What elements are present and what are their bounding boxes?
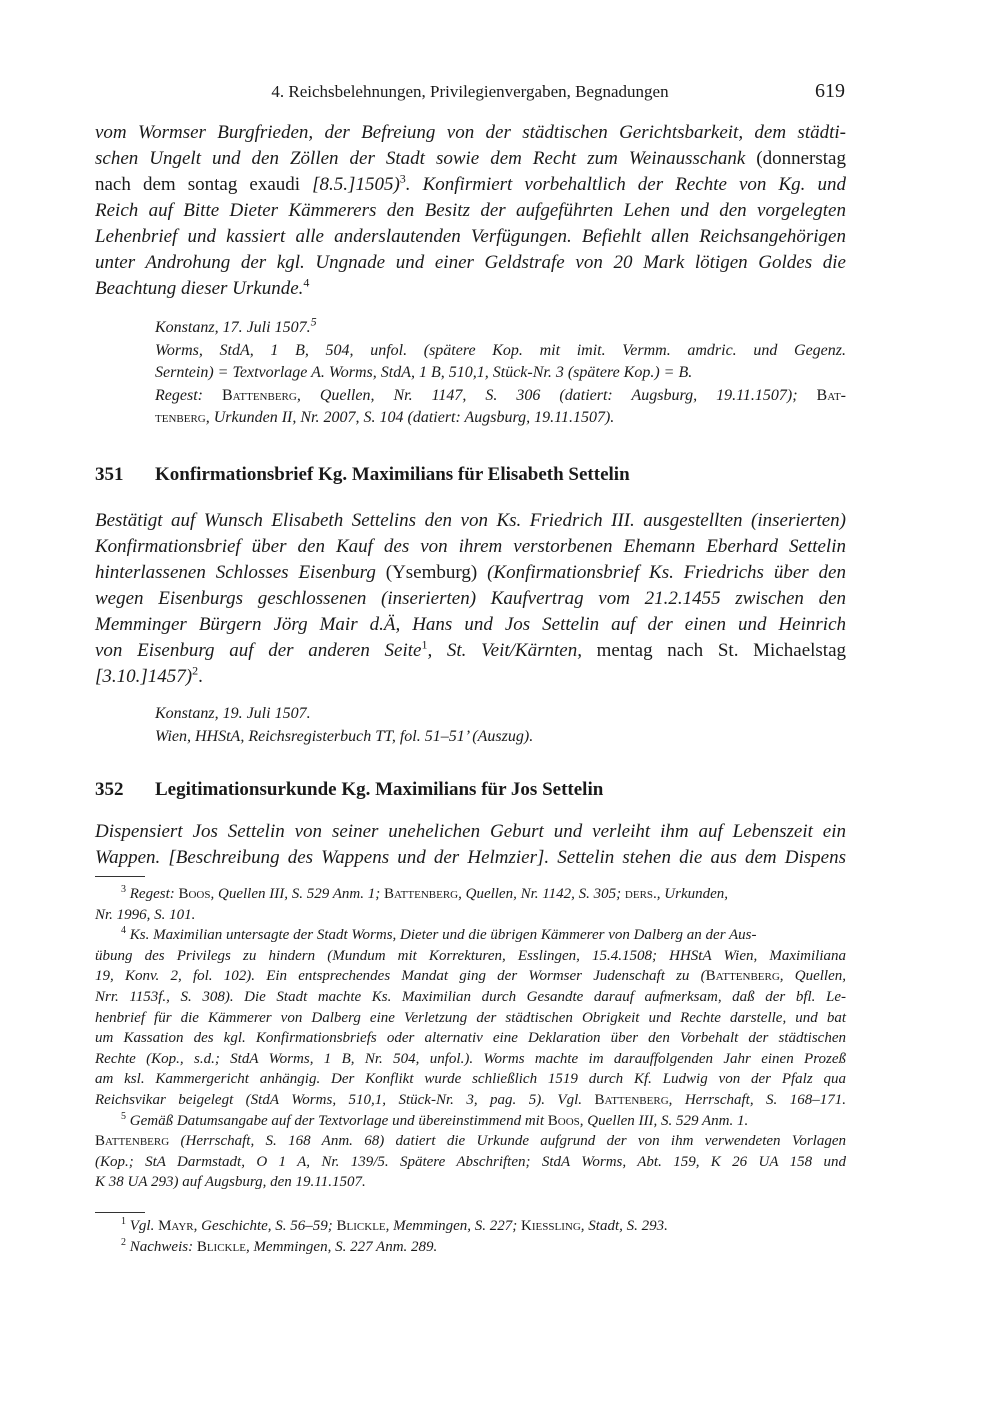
- running-header: [95, 80, 845, 108]
- author-name: Battenberg: [705, 968, 780, 985]
- footnote-3: $^3$ Regest: Boos, Quellen III, S. 529 Anm. 1; Battenberg, Quellen, Nr. 1142, S. 305; ders., Urkunden,: [121, 884, 729, 902]
- source-line: Worms, StdA, 1 B, 504, unfol. (spätere Kop. mit imit. Vermm. amdric. und Gegenz.: [155, 341, 846, 359]
- summary-line: unter Androhung der kgl. Ungnade und einer Geldstrafe von 20 Mark lötigen Goldes die: [95, 252, 846, 273]
- place-date: Konstanz, 19. Juli 1507.: [155, 705, 311, 722]
- author-name: Battenberg: [383, 886, 459, 902]
- author-name: Battenberg: [594, 1091, 669, 1108]
- author-name: Mayr: [158, 1218, 194, 1234]
- author-name: tenberg: [155, 409, 206, 426]
- author-name: Boos: [178, 886, 211, 902]
- footnote-divider: [95, 876, 145, 877]
- summary-line: . Konfirmiert vorbehaltlich der Rechte von Kg. und: [405, 174, 846, 195]
- date-original: nach dem sontag exaudi: [95, 174, 313, 195]
- footnote-ref-5[interactable]: 5: [310, 314, 317, 329]
- author-name: Battenberg: [221, 386, 297, 404]
- entry-351-source: [155, 703, 846, 748]
- summary-line: Lehenbrief und kassiert alle anderslautenden Verfügungen. Befiehlt allen Reichsangehörigen: [95, 226, 846, 247]
- date-normalized: [8.5.]1505): [312, 174, 400, 195]
- entry-number: 351: [95, 464, 124, 485]
- footnote-2: $^2$ Nachweis: Blickle, Memmingen, S. 227 Anm. 289.: [121, 1236, 438, 1255]
- footnote-ref-1[interactable]: 1: [421, 637, 428, 652]
- footnote-4: $^4$ Ks. Maximilian untersagte der Stadt Worms, Dieter und die übrigen Kämmerer von Dalberg an der Aus-: [121, 925, 757, 944]
- entry-title: Konfirmationsbrief Kg. Maximilians für Elisabeth Settelin: [155, 464, 630, 485]
- entry-title: Legitimationsurkunde Kg. Maximilians für Jos Settelin: [155, 779, 604, 800]
- entry-351-summary: Bestätigt auf Wunsch Elisabeth Settelins den von Ks. Friedrich III. ausgestellten (inserierten) Konfirmationsbrief über den Kauf des von ihrem verstorbenen Ehemann Eberhard Settelin hinterlassenen Schlosses Eisenburg (Ysemburg) (Konfirmationsbrief Ks. Friedrichs über den wegen Eisenburgs geschlossenen (inserierten) Kaufvertrag vom 21.2.1455 zwischen den Memminger Bürgern Jörg Mair d.Ä, Hans und Jos Settelin auf der einen und Heinrich von Eisenburg auf der anderen Seite$^1$, St. Veit/Kärnten, mentag nach St. Michaelstag [3.10.]1457)$^2$.: [95, 510, 847, 687]
- footnote-5: $^5$ Gemäß Datumsangabe auf der Textvorlage und übereinstimmend mit Boos, Quellen III, S. 529 Anm. 1.: [121, 1110, 749, 1129]
- source-line: Serntein) = Textvorlage A. Worms, StdA, 1 B, 510,1, Stück-Nr. 3 (spätere Kop.) = B.: [155, 364, 693, 381]
- page-number: 619: [815, 80, 845, 102]
- entry-352-summary: Dispensiert Jos Settelin von seiner unehelichen Geburt und verleiht ihm auf Lebenszeit ein Wappen. [Beschreibung des Wappens und der Helmzier]. Settelin stehen die aus dem Dispens: [95, 821, 846, 868]
- entry-350-summary: [95, 120, 846, 302]
- source-line: Wien, HHStA, Reichsregisterbuch TT, fol. 51–51’ (Auszug).: [155, 727, 534, 745]
- footnotes-numeric: $^3$ Regest: Boos, Quellen III, S. 529 Anm. 1; Battenberg, Quellen, Nr. 1142, S. 305; ders., Urkunden, Nr. 1996, S. 101. $^4$ Ks. Maximilian untersagte der Stadt Worms, Dieter und die übrigen Kämmerer von Dalberg an der Aus- übung des Privilegs zu hindern (Mundum mit Korrekturen, Esslingen, 15.4.1508; HHStA Wien, Maximiliana 19, Konv. 2, fol. 102). Ein entsprechendes Mandat ging der Wormser Judenschaft zu (Battenberg, Quellen, Nrr. 1153f., S. 308). Die Stadt machte Ks. Maximilian durch Gesandte darauf aufmerksam, daß der bfl. Le- henbrief für die Kämmerer von Dalberg eine Verletzung der städtischen Obrigkeit und Rechte darstelle, und bat um Kassation des kgl. Konfirmationsbriefs oder alternativ eine Deklaration über den Vorbehalt der städtischen Rechte (Kop., s.d.; StdA Worms, 1 B, Nr. 504, unfol.). Worms machte im darauffolgenden Jahr einen Prozeß am ksl. Kammergericht anhängig. Der Konflikt wurde schließlich 1519 durch Kf. Ludwig von der Pfalz qua Reichsvikar beigelegt (StdA Worms, 510,1, Stück-Nr. 3, pag. 5). Vgl. Battenberg, Herrschaft, S. 168–171. $^5$ Gemäß Datumsangabe auf der Textvorlage und übereinstimmend mit Boos, Quellen III, S. 529 Anm. 1. Battenberg (Herrschaft, S. 168 Anm. 68) datiert die Urkunde aufgrund der von ihm verwendeten Vorlagen (Kop.; StA Darmstadt, O 1 A, Nr. 139/5. Spätere Abschriften; StdA Worms, Abt. 159, K 26 UA 158 und K 38 UA 293) auf Augsburg, den 19.11.1507.: [95, 884, 846, 1191]
- footnote-ref-3[interactable]: 3: [399, 171, 406, 186]
- footnote-divider: [95, 1212, 145, 1213]
- date-original: (donnerstag: [745, 148, 846, 169]
- summary-line: vom Wormser Burgfrieden, der Befreiung von der städtischen Gerichtsbarkeit, dem städti-: [95, 122, 846, 143]
- author-name: Boos: [547, 1112, 580, 1129]
- place-date: Konstanz, 17. Juli 1507.: [155, 319, 311, 336]
- entry-350-source: Konstanz, 17. Juli 1507.$^5$ Worms, StdA, 1 B, 504, unfol. (spätere Kop. mit imit. Vermm. amdric. und Gegenz. Serntein) = Textvorlage A. Worms, StdA, 1 B, 510,1, Stück-Nr. 3 (spätere Kop.) = B. Regest: Battenberg, Quellen, Nr. 1147, S. 306 (datiert: Augsburg, 19.11.1507); Bat- tenberg, Urkunden II, Nr. 2007, S. 104 (datiert: Augsburg, 19.11.1507).: [155, 314, 846, 426]
- summary-line: Beachtung dieser Urkunde.: [95, 278, 304, 299]
- footnote-ref-2[interactable]: 2: [192, 663, 199, 678]
- author-name: Blickle: [336, 1218, 386, 1234]
- author-name: Kiessling: [521, 1218, 581, 1234]
- footnotes-entry-351: [95, 1216, 846, 1257]
- entry-number: 352: [95, 779, 124, 800]
- running-title: 4. Reichsbelehnungen, Privilegienvergaben, Begnadungen: [271, 82, 669, 101]
- author-name: Bat-: [816, 386, 846, 404]
- summary-line: schen Ungelt und den Zöllen der Stadt sowie dem Recht zum Weinausschank: [95, 148, 746, 169]
- footnote-1: $^1$ Vgl. Mayr, Geschichte, S. 56–59; Blickle, Memmingen, S. 227; Kiessling, Stadt, S. 293.: [121, 1216, 668, 1234]
- summary-line: Reich auf Bitte Dieter Kämmerers den Besitz der aufgeführten Lehen und den vorgelegten: [95, 200, 846, 221]
- author-name: Blickle: [196, 1238, 246, 1255]
- footnote-ref-4[interactable]: 4: [303, 275, 310, 290]
- author-name: Battenberg: [95, 1133, 170, 1150]
